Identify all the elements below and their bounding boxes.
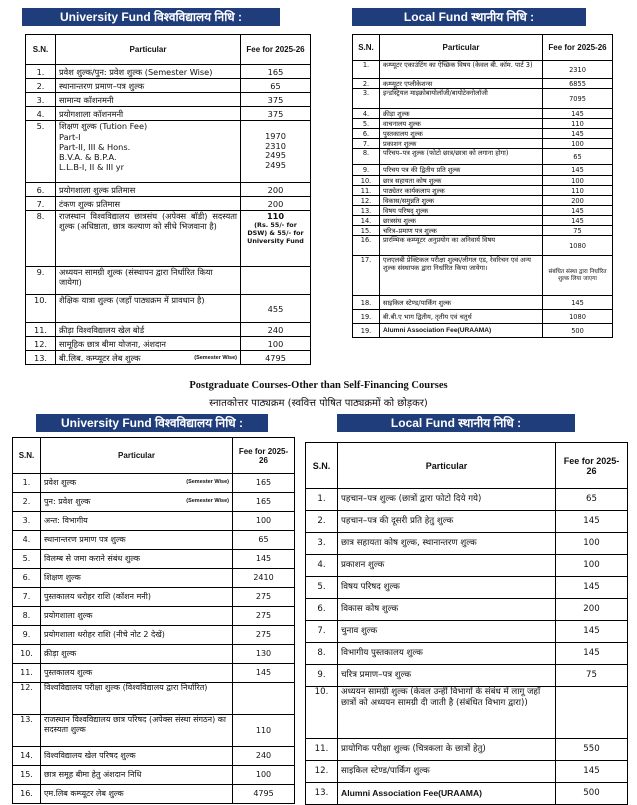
table-row: 19. Alumni Association Fee(URAAMA) 500 — [353, 324, 613, 338]
table-row: 12. विश्वविद्यालय परीक्षा शुल्क (विश्वविद्यालय द्वारा निर्धारित) — [13, 683, 295, 715]
table-row: 12. सामूहिक छात्र बीमा योजना, अंशदान 100 — [26, 337, 311, 351]
table-row: 3. इन्डस्ट्रियल माइक्रोबायोलॉजी/बायोटेक्नोलॉजी 7095 — [353, 89, 613, 109]
table-row: 13. विषय परिषद् शुल्क 145 — [353, 206, 613, 216]
pg-local-fund-table — [305, 442, 628, 805]
table-row: 10. क्रीड़ा शुल्क 130 — [13, 645, 295, 664]
pg-local-fund-header: Local Fund स्थानीय निधि : — [337, 414, 575, 432]
table-row: 13. राजस्थान विश्वविद्यालय छात्र परिषद (अपेक्स संस्था संगठन) का सदस्यता शुल्क 110 — [13, 715, 295, 747]
pg-univ-fund-header: University Fund विश्वविद्यालय निधि : — [36, 414, 268, 432]
table-row: 6. शिक्षण शुल्क 2410 — [13, 569, 295, 588]
table-row: 8. विभागीय पुस्तकालय शुल्क 145 — [306, 643, 628, 665]
table-row: 9. अध्ययन सामग्री शुल्क (संस्थापन द्वारा निर्धारित किया जायेगा) — [26, 267, 311, 295]
table-row: 1. कम्प्यूटर एकाउंटिंग का ऐच्छिक विषय (केवल बी. कॉम. पार्ट 3) 2310 — [353, 61, 613, 79]
table-row: 4. प्रकाशन शुल्क 100 — [306, 555, 628, 577]
table-row: 4. स्थानान्तरण प्रमाण पत्र शुल्क 65 — [13, 531, 295, 550]
table-row: 10. शैक्षिक यात्रा शुल्क (जहाँ पाठ्यक्रम में प्रावधान है) 455 — [26, 295, 311, 323]
col-sn: S.N. — [306, 443, 338, 489]
col-fee: Fee for 2025-26 — [543, 35, 613, 61]
pg-university-fund-table — [12, 437, 295, 804]
col-fee: Fee for 2025-26 — [241, 35, 311, 65]
table-row: 1. प्रवेश शुल्क (Semester Wise) 165 — [13, 474, 295, 493]
table-row: 7. प्रकाशन शुल्क 100 — [353, 139, 613, 149]
table-row: 7. चुनाव शुल्क 145 — [306, 621, 628, 643]
table-row: 6. पुस्तकालय शुल्क 145 — [353, 129, 613, 139]
table-row: 2. स्थानान्तरण प्रमाण–पत्र शुल्क 65 — [26, 79, 311, 93]
table-row: 6. विकास कोष शुल्क 200 — [306, 599, 628, 621]
table-row: 16. एम.लिब कम्प्यूटर लेब शुल्क 4795 — [13, 785, 295, 804]
table-row: 4. प्रयोगशाला कॉशनमनी 375 — [26, 107, 311, 121]
table-row: 16. प्रारम्भिक कम्प्यूटर अनुप्रयोग का अनिवार्य विषय 1080 — [353, 236, 613, 256]
table-row: 14. छात्रसंघ शुल्क 145 — [353, 216, 613, 226]
table-row: 5. विषय परिषद शुल्क 145 — [306, 577, 628, 599]
table-row: 2. कम्प्यूटर एप्लीकेशन्स 6855 — [353, 79, 613, 89]
table-row: 3. सामान्य कॉशनमनी 375 — [26, 93, 311, 107]
table-row: 7. पुस्तकालय धरोहर राशि (कॉशन मनी) 275 — [13, 588, 295, 607]
table-row: 13. बी.लिब. कम्प्यूटर लेब शुल्क (Semester Wise) 4795 — [26, 351, 311, 365]
table-row: 11. क्रीड़ा विश्वविद्यालय खेल बोर्ड 240 — [26, 323, 311, 337]
table-row-union: 8. राजस्थान विश्वविद्यालय छात्रसंघ (अपेक्स बॉडी) सदस्यता शुल्क (अधिष्ठाता, छात्र कल्याण को सीधे भिजवाना है) 110 (Rs. 55/- for DSW) & 55/- for University Fund — [26, 211, 311, 267]
table-row: 4. क्रीड़ा शुल्क 145 — [353, 109, 613, 119]
table-row: 15. छात्र समूह बीमा हेतु अंशदान निधि 100 — [13, 766, 295, 785]
ug-univ-fund-header: University Fund विश्वविद्यालय निधि : — [22, 8, 280, 26]
table-row: 1. प्रवेश शुल्क/पुन: प्रवेश शुल्क (Semester Wise) 165 — [26, 65, 311, 79]
table-row: 19. बी.बी.ए भाग द्वितीय, तृतीय एवं चतुर्थ 1080 — [353, 310, 613, 324]
table-row: 12. साइकिल स्टेण्ड/पार्किंग शुल्क 145 — [306, 761, 628, 783]
table-row: 3. छात्र सहायता कोष शुल्क, स्थानान्तरण शुल्क 100 — [306, 533, 628, 555]
table-row: 10. छात्र सहायता कोष शुल्क 100 — [353, 176, 613, 186]
table-row: 12. विकास/समुन्नति शुल्क 200 — [353, 196, 613, 206]
table-row: 17. एलएलबी प्रेक्टिकल परीक्षा शुल्क/लीगल एड, रेवरिचन एवं अन्य शुल्क संस्थापक द्वारा निर्धारित किया जायेगा। संबंधित संस्था द्वारा निर्धारित शुल्क लिया जाएगा — [353, 256, 613, 296]
ug-local-fund-header: Local Fund स्थानीय निधि : — [352, 8, 586, 26]
ug-university-fund-table — [25, 34, 311, 365]
table-row: 11. पाठ्येतर कार्यकलाप शुल्क 110 — [353, 186, 613, 196]
table-row: 9. परिचय पत्र की द्वितीय प्रति शुल्क 145 — [353, 165, 613, 176]
pg-heading-hi: स्नातकोत्तर पाठ्यक्रम (स्ववित्त पोषित पाठ्यक्रमों को छोड़कर) — [209, 398, 428, 409]
col-sn: S.N. — [353, 35, 380, 61]
table-row: 5. विलम्ब से जमा कराने संबंध शुल्क 145 — [13, 550, 295, 569]
table-row: 7. टंकण शुल्क प्रतिमास 200 — [26, 197, 311, 211]
col-particular: Particular — [338, 443, 556, 489]
ug-local-fund-table — [352, 34, 613, 338]
table-row: 10. अध्ययन सामग्री शुल्क (केवल उन्हीं विभागों के संबंध में लागू जहाँ छात्रों को अध्ययन सामग्री दी जाती है (संबंधित विभाग द्वारा)) — [306, 687, 628, 739]
col-particular: Particular — [41, 438, 233, 474]
table-row: 8. परिचय–पत्र शुल्क (फोटो छात्र/छात्रा को लगाना होगा) 65 — [353, 149, 613, 165]
col-particular: Particular — [56, 35, 241, 65]
table-row: 6. प्रयोगशाला शुल्क प्रतिमास 200 — [26, 183, 311, 197]
col-particular: Particular — [380, 35, 543, 61]
table-row: 5. वाचनालय शुल्क 110 — [353, 119, 613, 129]
col-sn: S.N. — [26, 35, 56, 65]
table-row: 3. अन्त: विभागीय 100 — [13, 512, 295, 531]
table-row: 14. विश्वविद्यालय खेल परिषद शुल्क 240 — [13, 747, 295, 766]
table-row: 2. पहचान–पत्र की दूसरी प्रति हेतु शुल्क 145 — [306, 511, 628, 533]
table-row: 11. पुस्तकालय शुल्क 145 — [13, 664, 295, 683]
col-sn: S.N. — [13, 438, 41, 474]
col-fee: Fee for 2025-26 — [233, 438, 295, 474]
table-row-tuition: 5. शिक्षण शुल्क (Tution Fee) Part-I Part-II, III & Hons. B.V.A. & B.P.A. L.L.B-I, II & III yr 1970 2310 2495 2495 — [26, 121, 311, 183]
table-row: 8. प्रयोगशाला शुल्क 275 — [13, 607, 295, 626]
col-fee: Fee for 2025-26 — [556, 443, 628, 489]
table-row: 9. प्रयोगशाला धरोहर राशि (नीचे नोट 2 देखें) 275 — [13, 626, 295, 645]
table-row: 15. चरित्र–प्रमाण पत्र शुल्क 75 — [353, 226, 613, 236]
table-row: 13. Alumni Association Fee(URAAMA) 500 — [306, 783, 628, 805]
table-row: 2. पुन: प्रवेश शुल्क (Semester Wise) 165 — [13, 493, 295, 512]
table-row: 18. साइकिल स्टेण्ड/पार्किंग शुल्क 145 — [353, 296, 613, 310]
pg-heading-en: Postgraduate Courses-Other than Self-Financing Courses — [189, 380, 448, 391]
table-row: 11. प्रायोगिक परीक्षा शुल्क (चित्रकला के छात्रों हेतु) 550 — [306, 739, 628, 761]
table-row: 9. चरित्र प्रमाण–पत्र शुल्क 75 — [306, 665, 628, 687]
table-row: 1. पहचान–पत्र शुल्क (छात्रों द्वारा फोटो दिये गये) 65 — [306, 489, 628, 511]
